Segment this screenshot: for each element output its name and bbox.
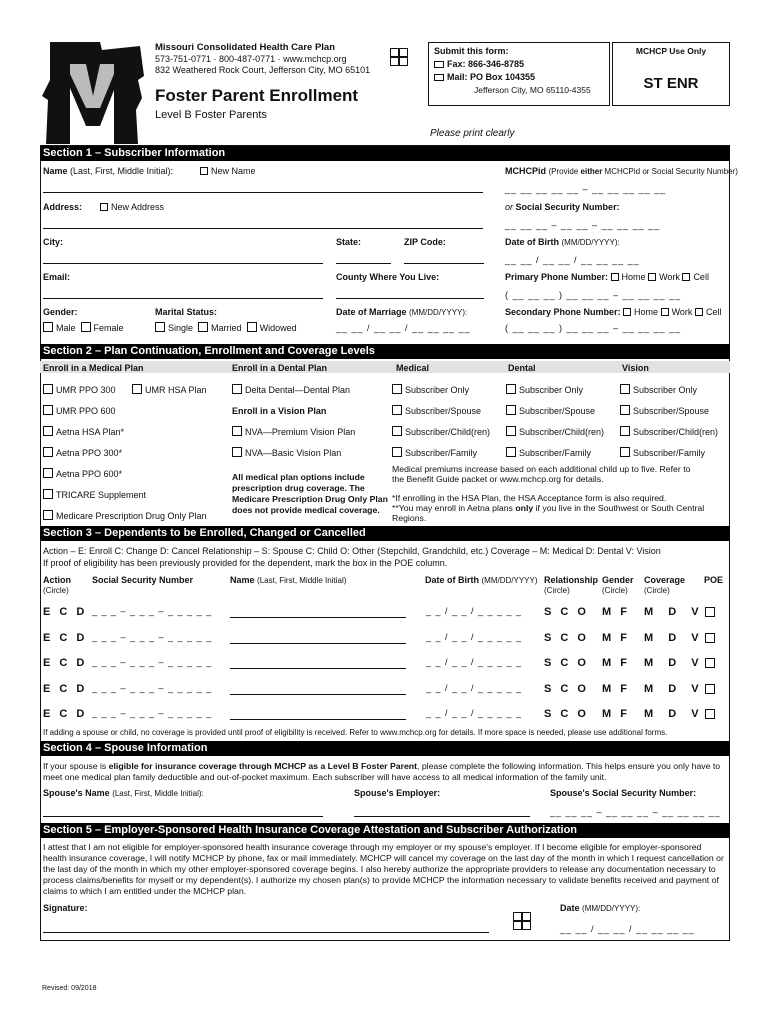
- dental-level-checkbox[interactable]: [506, 405, 516, 415]
- print-clearly-note: Please print clearly: [430, 128, 515, 139]
- relationship-options[interactable]: S C O: [544, 682, 589, 695]
- name-field[interactable]: [43, 192, 483, 193]
- vision-level-option[interactable]: [620, 426, 718, 437]
- section2-header: Section 2 – Plan Continuation, Enrollment and Coverage Levels: [40, 344, 730, 359]
- section5-header: Section 5 – Employer-Sponsored Health Insurance Coverage Attestation and Subscriber Authorization: [40, 823, 730, 838]
- dep-ssn-field[interactable]: _ _ _ – _ _ _ – _ _ _ _ _: [92, 657, 213, 668]
- ssn-field[interactable]: __ __ __ – __ __ – __ __ __ __: [505, 220, 661, 230]
- dental-level-option[interactable]: [506, 426, 604, 437]
- revised-date: Revised: 09/2018: [42, 985, 97, 992]
- nva-basic-checkbox[interactable]: [232, 447, 242, 457]
- section3-footnote: If adding a spouse or child, no coverage is provided until proof of eligibility is received. Refer to www.mchcp.org for details. If more space is needed, please use additional forms.: [43, 728, 668, 737]
- org-name: Missouri Consolidated Health Care Plan: [155, 42, 336, 53]
- h-ssn: Social Security Number: [92, 575, 194, 585]
- aetna-ppo600-checkbox[interactable]: [43, 468, 53, 478]
- spouse-employer-label: Spouse's Employer:: [354, 788, 441, 798]
- dep-ssn-field[interactable]: _ _ _ – _ _ _ – _ _ _ _ _: [92, 606, 213, 616]
- h-gender: Gender: [602, 575, 634, 585]
- level-label: Subscriber Only: [519, 385, 584, 395]
- dob-field[interactable]: __ __ / __ __ / __ __ __ __: [505, 255, 640, 265]
- level-label: Subscriber/Spouse: [405, 406, 482, 416]
- signature-field[interactable]: [43, 932, 489, 933]
- action-options[interactable]: E C D: [43, 657, 88, 670]
- level-label: Subscriber/Family: [405, 448, 478, 458]
- dob-label-group: Date of Birth (MM/DD/YYYY):: [505, 237, 620, 247]
- spouse-ssn-field[interactable]: __ __ __ – __ __ __ – __ __ __ __: [550, 807, 721, 817]
- h-action: Action: [43, 575, 71, 585]
- action-options[interactable]: E C D: [43, 682, 88, 695]
- dental-level-checkbox[interactable]: [506, 447, 516, 457]
- vision-level-checkbox[interactable]: [620, 405, 630, 415]
- email-field[interactable]: [43, 298, 323, 299]
- county-label: County Where You Live:: [336, 272, 440, 282]
- submit-box: [428, 42, 610, 106]
- dep-name-field[interactable]: [230, 643, 406, 644]
- tricare-checkbox[interactable]: [43, 489, 53, 499]
- mail-city: Jefferson City, MO 65110-4355: [474, 85, 591, 95]
- umr-ppo300-checkbox[interactable]: [43, 384, 53, 394]
- dental-level-option[interactable]: [506, 447, 591, 458]
- marital-label: Marital Status:: [155, 307, 218, 317]
- single-checkbox[interactable]: [155, 322, 165, 332]
- address-label: Address:: [43, 202, 83, 212]
- new-name-checkbox[interactable]: [200, 167, 208, 175]
- zip-field[interactable]: [404, 263, 484, 264]
- primary-phone-field[interactable]: ( __ __ __ ) __ __ __ – __ __ __ __: [505, 290, 682, 300]
- h-coverage: Coverage: [644, 575, 686, 585]
- plan-nva-premium[interactable]: NVA—Premium Vision Plan: [232, 426, 355, 437]
- level-label: Subscriber/Spouse: [633, 406, 710, 416]
- section3-header: Section 3 – Dependents to be Enrolled, Changed or Cancelled: [40, 526, 730, 541]
- dep-ssn-field[interactable]: _ _ _ – _ _ _ – _ _ _ _ _: [92, 631, 213, 642]
- level-label: Subscriber/Family: [519, 448, 592, 458]
- h-name: Name (Last, First, Middle Initial): [230, 575, 347, 585]
- dep-name-field[interactable]: [230, 719, 406, 720]
- vision-level-option[interactable]: [620, 384, 697, 395]
- office-use-code: ST ENR: [643, 75, 699, 92]
- new-address-option[interactable]: New Address: [100, 202, 164, 212]
- dental-level-checkbox[interactable]: [506, 426, 516, 436]
- city-field[interactable]: [43, 263, 323, 264]
- registration-mark-icon-bottom: [513, 912, 531, 930]
- poe-checkbox[interactable]: [705, 684, 715, 694]
- plan-umr-hsa[interactable]: UMR HSA Plan: [132, 384, 207, 395]
- city-label: City:: [43, 237, 63, 247]
- section1-header: Section 1 – Subscriber Information: [40, 146, 730, 161]
- gender-options[interactable]: M F: [602, 631, 630, 644]
- poe-checkbox[interactable]: [705, 633, 715, 643]
- office-use-label: MCHCP Use Only: [635, 46, 707, 56]
- h-gender-circle: (Circle): [602, 586, 628, 595]
- section3-legend: Action – E: Enroll C: Change D: Cancel Relationship – S: Spouse C: Child O: Other (Stepchild, Grandchild, etc.) Coverage – M: Medical D: Dental V: Vision: [43, 546, 661, 556]
- medical-level-option[interactable]: [392, 426, 490, 437]
- poe-checkbox[interactable]: [705, 709, 715, 719]
- medical-level-checkbox[interactable]: [392, 405, 402, 415]
- level-label: Subscriber Only: [405, 385, 470, 395]
- section4-text: If your spouse is eligible for insurance coverage through MCHCP as a Level B Foster Parent, please complete the following information. This helps ensure you only have to meet one medical plan family deductible and out-of-pocket maximum. Each subscriber will have access to all medical information of the family unit.: [43, 761, 721, 782]
- dental-level-checkbox[interactable]: [506, 384, 516, 394]
- marital-options: Single Married Widowed: [155, 322, 297, 333]
- col-medical: Medical: [396, 363, 430, 373]
- h-relationship: Relationship: [544, 575, 599, 585]
- medical-level-option[interactable]: [392, 384, 469, 395]
- gender-label: Gender:: [43, 307, 78, 317]
- medical-level-checkbox[interactable]: [392, 447, 402, 457]
- col-dental-plan: Enroll in a Dental Plan: [232, 363, 328, 373]
- col-vision: Vision: [622, 363, 649, 373]
- level-label: Subscriber/Child(ren): [405, 427, 491, 437]
- gender-options: Male Female: [43, 322, 124, 333]
- dom-field[interactable]: __ __ / __ __ / __ __ __ __: [336, 323, 471, 333]
- poe-checkbox[interactable]: [705, 607, 715, 617]
- new-name-option[interactable]: New Name: [200, 166, 256, 176]
- coverage-options[interactable]: M D V: [644, 708, 705, 721]
- state-field[interactable]: [336, 263, 391, 264]
- new-address-checkbox[interactable]: [100, 203, 108, 211]
- level-label: Subscriber Only: [633, 385, 698, 395]
- state-label: State:: [336, 237, 362, 247]
- office-use-box: [612, 42, 730, 106]
- county-field[interactable]: [336, 298, 484, 299]
- dep-name-field[interactable]: [230, 668, 406, 669]
- hsa-note: *If enrolling in the HSA Plan, the HSA Acceptance form is also required.: [392, 493, 667, 503]
- ssn-label-group: or Social Security Number:: [505, 202, 620, 212]
- medical-options-note: All medical plan options include prescription drug coverage. The Medicare Prescription Drug Only Plan does not provide medical coverage.: [232, 472, 388, 515]
- primary-phone-group: Primary Phone Number: Home Work Cell: [505, 272, 709, 282]
- zip-label: ZIP Code:: [404, 237, 446, 247]
- level-label: Subscriber/Child(ren): [633, 427, 719, 437]
- org-phone: 573-751-0771 · 800-487-0771 · www.mchcp.org: [155, 54, 347, 64]
- secondary-phone-group: Secondary Phone Number: Home Work Cell: [505, 307, 722, 317]
- coverage-options[interactable]: M D V: [644, 657, 705, 670]
- coverage-options[interactable]: M D V: [644, 682, 705, 695]
- dep-dob-field[interactable]: _ _ / _ _ / _ _ _ _ _: [426, 708, 523, 719]
- aetna-hsa-checkbox[interactable]: [43, 426, 53, 436]
- plan-umr-ppo300[interactable]: UMR PPO 300: [43, 384, 116, 395]
- primary-home-checkbox[interactable]: [611, 273, 619, 281]
- signature-label: Signature:: [43, 903, 88, 913]
- widowed-checkbox[interactable]: [247, 322, 257, 332]
- vision-level-checkbox[interactable]: [620, 384, 630, 394]
- aetna-ppo300-checkbox[interactable]: [43, 447, 53, 457]
- dental-level-option[interactable]: [506, 405, 595, 416]
- col-dental: Dental: [508, 363, 536, 373]
- primary-work-checkbox[interactable]: [648, 273, 656, 281]
- vision-level-option[interactable]: [620, 405, 709, 416]
- gender-options[interactable]: M F: [602, 606, 630, 618]
- dental-level-option[interactable]: [506, 384, 583, 395]
- gender-options[interactable]: M F: [602, 708, 630, 721]
- h-dob: Date of Birth (MM/DD/YYYY): [425, 575, 538, 585]
- medical-level-checkbox[interactable]: [392, 426, 402, 436]
- dep-name-field[interactable]: [230, 694, 406, 695]
- umr-ppo600-checkbox[interactable]: [43, 405, 53, 415]
- dep-name-field[interactable]: [230, 617, 406, 618]
- plan-aetna-ppo600[interactable]: Aetna PPO 600*: [43, 468, 122, 479]
- umr-hsa-checkbox[interactable]: [132, 384, 142, 394]
- relationship-options[interactable]: S C O: [544, 631, 589, 644]
- vision-level-checkbox[interactable]: [620, 447, 630, 457]
- vision-plan-label: Enroll in a Vision Plan: [232, 406, 327, 416]
- form-subtitle: Level B Foster Parents: [155, 109, 267, 121]
- h-rel-circle: (Circle): [544, 586, 570, 595]
- vision-level-option[interactable]: [620, 447, 705, 458]
- plan-medicare-rx[interactable]: Medicare Prescription Drug Only Plan: [43, 510, 207, 521]
- dom-label-group: Date of Marriage (MM/DD/YYYY):: [336, 307, 468, 317]
- secondary-phone-field[interactable]: ( __ __ __ ) __ __ __ – __ __ __ __: [505, 323, 682, 333]
- org-address: 832 Weathered Rock Court, Jefferson City, MO 65101: [155, 65, 371, 75]
- address-field[interactable]: [43, 228, 483, 229]
- mail-box: Mail: PO Box 104355: [447, 72, 536, 82]
- dep-ssn-field[interactable]: _ _ _ – _ _ _ – _ _ _ _ _: [92, 708, 213, 719]
- level-label: Subscriber/Child(ren): [519, 427, 605, 437]
- mchcpid-label-group: MCHCPid (Provide either MCHCPid or Social Security Number): [505, 166, 738, 176]
- dep-dob-field[interactable]: _ _ / _ _ / _ _ _ _ _: [426, 631, 523, 642]
- spouse-name-field[interactable]: [43, 816, 323, 817]
- gender-options[interactable]: M F: [602, 682, 630, 695]
- email-label: Email:: [43, 272, 71, 282]
- medical-level-option[interactable]: [392, 405, 481, 416]
- relationship-options[interactable]: S C O: [544, 606, 589, 618]
- coverage-options[interactable]: M D V: [644, 606, 705, 618]
- fax-icon: [434, 61, 444, 68]
- premium-note: Medical premiums increase based on each additional child up to five. Refer to the Benefit Guide packet or www.mchcp.org for details.: [392, 464, 691, 484]
- plan-delta[interactable]: Delta Dental—Dental Plan: [232, 384, 350, 395]
- secondary-home-checkbox[interactable]: [623, 308, 631, 316]
- section4-header: Section 4 – Spouse Information: [40, 741, 730, 756]
- date-label-group: Date (MM/DD/YYYY):: [560, 903, 641, 913]
- form-title: Foster Parent Enrollment: [155, 86, 359, 105]
- h-action-circle: (Circle): [43, 586, 69, 595]
- married-checkbox[interactable]: [198, 322, 208, 332]
- action-options[interactable]: E C D: [43, 606, 88, 618]
- medicare-rx-checkbox[interactable]: [43, 510, 53, 520]
- mail-icon: [434, 74, 444, 81]
- name-label-group: Name (Last, First, Middle Initial):: [43, 166, 174, 176]
- primary-cell-checkbox[interactable]: [682, 273, 690, 281]
- h-poe: POE: [704, 575, 724, 585]
- relationship-options[interactable]: S C O: [544, 657, 589, 670]
- action-options[interactable]: E C D: [43, 631, 88, 644]
- secondary-work-checkbox[interactable]: [661, 308, 669, 316]
- level-label: Subscriber/Family: [633, 448, 706, 458]
- action-options[interactable]: E C D: [43, 708, 88, 721]
- poe-note: If proof of eligibility has been previously provided for the dependent, mark the box in the POE column.: [43, 558, 448, 568]
- secondary-cell-checkbox[interactable]: [695, 308, 703, 316]
- female-checkbox[interactable]: [81, 322, 91, 332]
- plan-nva-basic[interactable]: NVA—Basic Vision Plan: [232, 447, 341, 458]
- submit-title: Submit this form:: [434, 46, 509, 56]
- section5-text: I attest that I am not eligible for employer-sponsored health insurance coverage through my employer or my spouse's employer. If I become eligible for employer-sponsored health insurance coverage, I will notify MCHCP by phone, fax or mail immediately. MCHCP will cancel my coverage on the last day of the month in which I request cancellation or the last day of the month in which my other employer-sponsored coverage begins. I also hereby authorize the appropriate providers to release any documentation necessary to process claims/benefits for myself or my dependent(s). I authorize my chosen plan(s) to provide MCHCP the information necessary to validate benefits received and payment of claims to which I am entitled under the MCHCP plan.: [43, 842, 724, 896]
- plan-tricare[interactable]: TRICARE Supplement: [43, 489, 146, 500]
- fax-number: Fax: 866-346-8785: [447, 59, 525, 69]
- vision-level-checkbox[interactable]: [620, 426, 630, 436]
- male-checkbox[interactable]: [43, 322, 53, 332]
- registration-mark-icon: [390, 48, 408, 66]
- plan-umr-ppo600[interactable]: UMR PPO 600: [43, 405, 116, 416]
- spouse-name-label: Spouse's Name (Last, First, Middle Initial):: [43, 788, 204, 798]
- dep-dob-field[interactable]: _ _ / _ _ / _ _ _ _ _: [426, 606, 523, 616]
- mchcpid-field[interactable]: __ __ __ __ __ – __ __ __ __ __: [505, 184, 667, 194]
- spouse-ssn-label: Spouse's Social Security Number:: [550, 788, 697, 798]
- plan-aetna-hsa[interactable]: Aetna HSA Plan*: [43, 426, 124, 437]
- level-label: Subscriber/Spouse: [519, 406, 596, 416]
- nva-premium-checkbox[interactable]: [232, 426, 242, 436]
- mchcp-logo: [40, 40, 146, 148]
- aetna-note: **You may enroll in Aetna plans only if you live in the Southwest or South Central Regions.: [392, 503, 705, 523]
- relationship-options[interactable]: S C O: [544, 708, 589, 721]
- dep-dob-field[interactable]: _ _ / _ _ / _ _ _ _ _: [426, 657, 523, 668]
- coverage-options[interactable]: M D V: [644, 631, 705, 644]
- medical-level-option[interactable]: [392, 447, 477, 458]
- dep-ssn-field[interactable]: _ _ _ – _ _ _ – _ _ _ _ _: [92, 682, 213, 693]
- medical-level-checkbox[interactable]: [392, 384, 402, 394]
- plan-aetna-ppo300[interactable]: Aetna PPO 300*: [43, 447, 122, 458]
- col-medical-plan: Enroll in a Medical Plan: [43, 363, 144, 373]
- poe-checkbox[interactable]: [705, 658, 715, 668]
- date-field[interactable]: __ __ / __ __ / __ __ __ __: [560, 924, 695, 934]
- dep-dob-field[interactable]: _ _ / _ _ / _ _ _ _ _: [426, 682, 523, 693]
- spouse-employer-field[interactable]: [354, 816, 530, 817]
- delta-checkbox[interactable]: [232, 384, 242, 394]
- h-coverage-circle: (Circle): [644, 586, 670, 595]
- gender-options[interactable]: M F: [602, 657, 630, 670]
